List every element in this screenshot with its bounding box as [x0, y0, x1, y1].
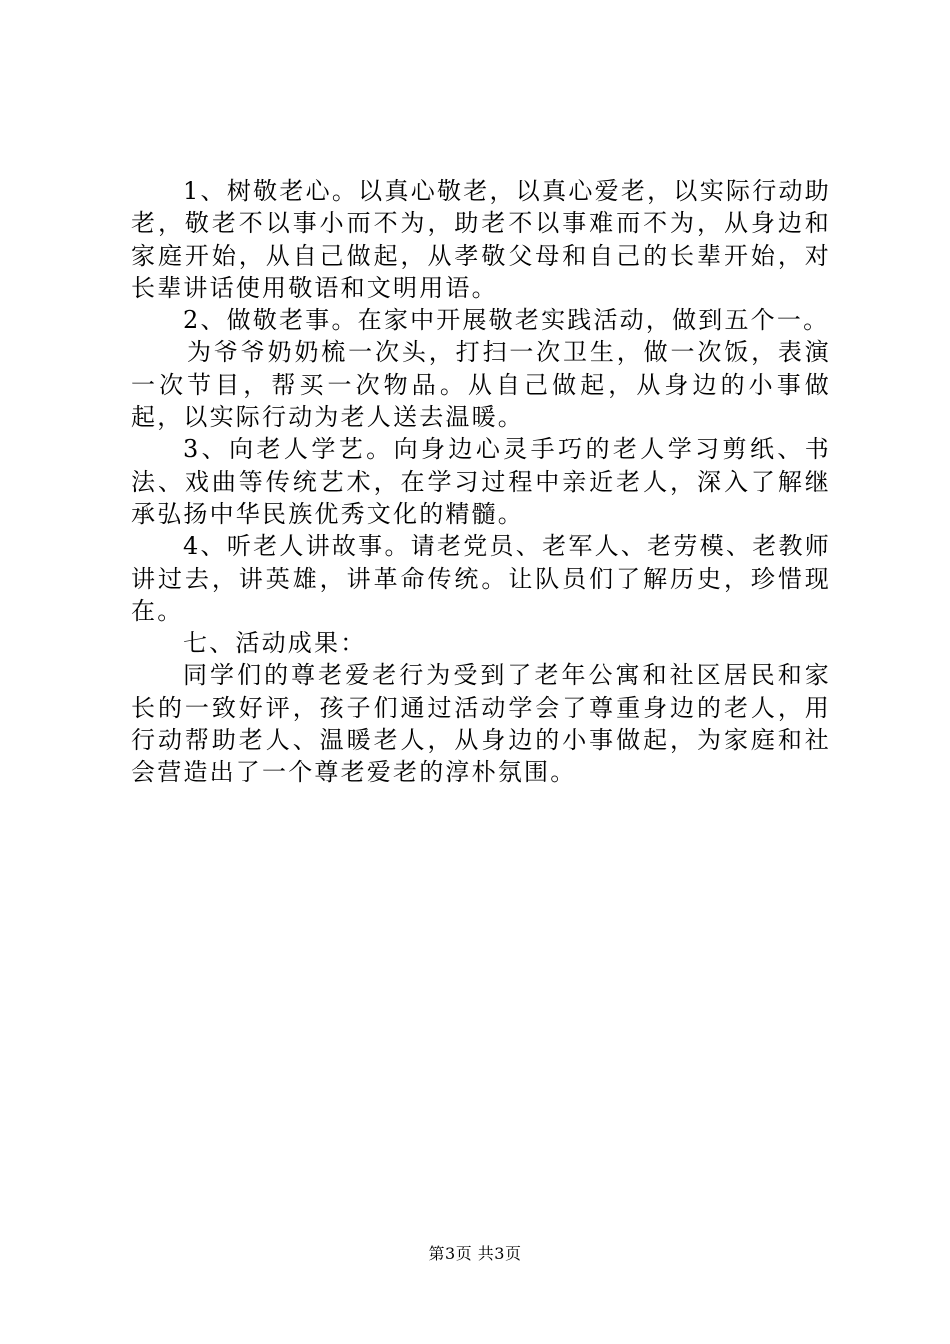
paragraph-results: 同学们的尊老爱老行为受到了老年公寓和社区居民和家长的一致好评，孩子们通过活动学会了尊重身边的老人，用行动帮助老人、温暖老人，从身边的小事做起，为家庭和社会营造出了一个尊老爱老的淳朴氛围。	[131, 661, 831, 787]
paragraph-respect-heart: 1、树敬老心。以真心敬老，以真心爱老，以实际行动助老，敬老不以事小而不为，助老不以事难而不为，从身边和家庭开始，从自己做起，从孝敬父母和自己的长辈开始，对长辈讲话使用敬语和文明用语。	[131, 177, 831, 302]
section-heading-results: 七、活动成果：	[183, 629, 367, 658]
document-body	[131, 175, 831, 789]
page-number-footer: 第3页 共3页	[428, 1244, 522, 1263]
paragraph-listen-stories: 4、听老人讲故事。请老党员、老军人、老劳模、老教师讲过去，讲英雄，讲革命传统。让队员们了解历史，珍惜现在。	[131, 532, 831, 625]
paragraph-learn-arts: 3、向老人学艺。向身边心灵手巧的老人学习剪纸、书法、戏曲等传统艺术，在学习过程中亲近老人，深入了解继承弘扬中华民族优秀文化的精髓。	[131, 435, 831, 528]
paragraph-respect-deeds: 2、做敬老事。在家中开展敬老实践活动，做到五个一。	[183, 306, 830, 335]
paragraph-five-ones: 为爷爷奶奶梳一次头，打扫一次卫生，做一次饭，表演一次节目，帮买一次物品。从自己做起，从身边的小事做起，以实际行动为老人送去温暖。	[131, 338, 831, 432]
